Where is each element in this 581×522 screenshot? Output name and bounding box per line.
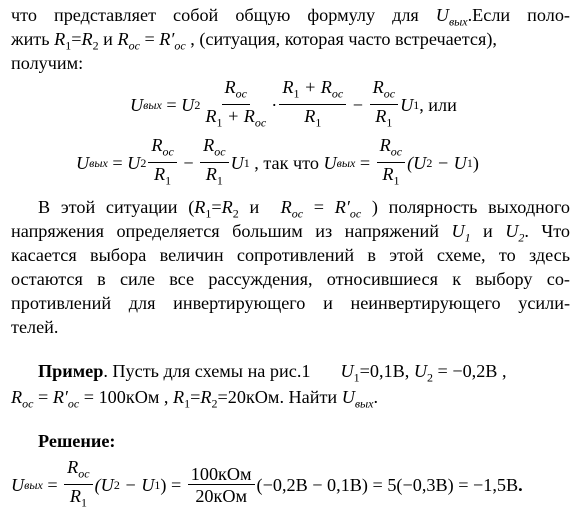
example-line: Пример. Пусть для схемы на рис.1 $U_1=0,1В$, $U_2 = -0,2В$ , bbox=[38, 361, 507, 385]
solution-label: Решение: bbox=[38, 431, 116, 451]
equation-2: U вых = U 2 $R_{oc}$ $R_1$ − $R_{oc}$ $R_1$ U 1 , так что U вых = $R_{oc}$ $R_1$ (U 2 − U 1 ) bbox=[76, 134, 479, 192]
text-line: касается выбора величин сопротивлений в этой схеме, то здесь bbox=[11, 245, 570, 265]
text-line: что представляет собой общую формулу для $U_{вых}.Если$ поло- bbox=[11, 5, 570, 29]
fraction: $R_{oc}$ $R_1$ bbox=[377, 135, 405, 191]
text-line: получим: bbox=[11, 53, 84, 73]
text-line: В этой ситуации ($R_1=R_2$ и $R_{oc} = R'_{oc}$ ) полярность выходного bbox=[38, 197, 571, 221]
text-line: жить $R_1=R_2$ и $R_{oc} = R'_{oc}$ , (ситуация, которая часто встречается), bbox=[11, 29, 497, 53]
fraction: $R_{oc}$ $R_1$ bbox=[64, 457, 92, 513]
fraction: $R_{oc}$ $R_1 + R_{oc}$ bbox=[205, 76, 267, 130]
fraction: $R_1 + R_{oc}$ $R_1$ bbox=[279, 77, 346, 133]
fraction: $R_{oc}$ $R_1$ bbox=[200, 135, 228, 191]
example-line: $R_{oc} = R'_{oc} = 100кОм$ , $R_1=R_2=20кОм$. Найти $U_{вых}$. bbox=[11, 387, 379, 411]
text-line: противлений для инвертирующего и неинвертирующего усили- bbox=[11, 293, 570, 313]
example-label: Пример bbox=[38, 361, 104, 381]
fraction: 100кОм 20кОм bbox=[188, 464, 255, 507]
text-line: остаются в силе все рассуждения, относившиеся к выбору со- bbox=[11, 269, 570, 289]
solution-equation: U вых = $R_{oc}$ $R_1$ (U 2 − U 1 ) = 100кОм 20кОм (−0,2В − 0,1В) = 5(−0,3В) = −1,5В . bbox=[11, 456, 523, 514]
equation-1: U вых = U 2 $R_{oc}$ $R_1 + R_{oc}$ · $R_1 + R_{oc}$ $R_1$ − $R_{oc}$ $R_1$ U 1 , или bbox=[130, 76, 457, 134]
fraction: $R_{oc}$ $R_1$ bbox=[370, 77, 398, 133]
text-line: напряжения определяется большим из напряжений $U_1$ и $U_2$. Что bbox=[11, 221, 570, 245]
text-line: телей. bbox=[11, 317, 59, 337]
fraction: $R_{oc}$ $R_1$ bbox=[148, 135, 176, 191]
